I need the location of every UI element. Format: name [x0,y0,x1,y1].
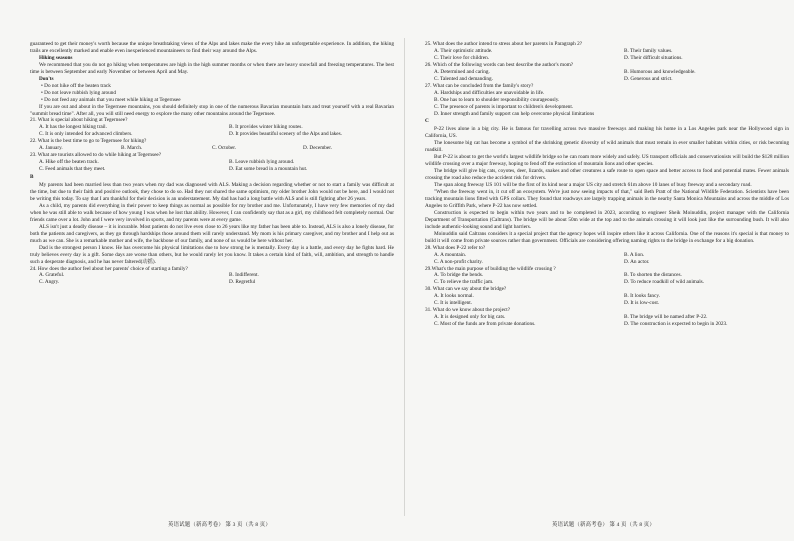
question-31-stem: 31. What do we know about the project? [425,307,511,314]
passage-c-paragraph: Moinuddin said Caltrans considers it a special project that the agency hopes will inspire others like it across California. One of the reasons it's special is that money to build it will come from private sources rather than government. Officials are considering offering naming rights to the bridge in exchange for a big donation. [425,230,789,244]
passage-b-paragraph: As a child, my parents did everything in their power to keep things as normal as possible for my brother and me. Unfortunately, I have very few memories of my dad when he was still able to walk because of how young I was when he lost that ability. However, I can confidently say that as a girl, my childhood felt completely normal. Our friends came over a lot. John and I were very involved in sports, and my parents were at every game. [30,202,394,223]
option-a: A. Their optimistic attitude. [434,47,493,54]
question-25-options-row1 [425,48,789,55]
passage-b-paragraph: Dad is the strongest person I know. He has overcome his physical limitations due to how strong he is mentally. Every day is a battle, and every day he fights hard. He truly believes every day is a gift. Some days are worse than others, but he would rarely let you know. It takes a certain kind of faith, will, ambition, and strength to handle such a desperate diagnosis, and he has never faltered(动摇). [30,244,394,265]
question-23-stem: 23. What are tourists allowed to do while hiking at Tegernsee? [30,152,162,159]
option-a: A. Hardships and difficulties are unavoidable in life. [434,89,545,96]
question-23-options-row1 [30,159,394,166]
option-c: C. Feed animals that they meet. [39,166,106,173]
option-c: C. The presence of parents is important to children's development. [434,103,574,110]
option-a: A. Hike off the beaten track. [39,159,99,166]
option-b: B. Indifferent. [229,272,259,279]
question-28-stem: 28. What does P-22 refer to? [425,244,486,251]
question-30-options-row1 [425,293,789,300]
option-d: D. Eat some bread in a mountain hut. [229,166,308,173]
question-29-stem: 29.What's the main purpose of building the wildlife crossing ? [425,265,556,272]
dont-item: • Do not leave rubbish lying around [41,89,117,96]
question-23-options-row2 [30,166,394,173]
option-a: A. January. [39,145,63,152]
option-b: B. The bridge will be named after P-22. [624,314,708,321]
option-d: D. Their difficult situations. [624,54,683,61]
passage-c-paragraph: The bridge will give big cats, coyotes, deer, lizards, snakes and other creatures a safe route to open space and better access to food and potential mates. Fewer animals crossing the road also reduce the accident risk for drivers. [425,168,789,182]
hiking-seasons-heading: Hiking seasons [39,54,73,61]
question-26-options-row1 [425,69,789,76]
page-footer-right: 英语试题（新高考卷） 第 4 页（共 8 页） [552,522,655,528]
question-31-options-row2 [425,321,789,328]
option-a: A. It has the longest hiking trail. [39,124,107,131]
passage-c-paragraph: P-22 lives alone in a big city. He is famous for travelling across two massive freeways and making his home in a Los Angeles park near the Hollywood sign in California, US. [425,126,789,140]
question-26-options-row2 [425,76,789,83]
passage-b-paragraph: ALS isn't just a deadly disease – it is incurable. Most patients do not live even close to 26 years like my father has been able to. Instead, ALS is also a lonely disease, for both the patients and caregivers, as they go through hardships those around them will rarely understand. My mom is his primary caregiver, and my brother and I help out as much as we can. She is a remarkable mother and wife, the backbone of our family, and none of us would be here without her. [30,223,394,244]
option-b: B. A lion. [624,251,645,258]
option-d: D. An actor. [624,258,650,265]
question-24-options-row1 [30,272,394,279]
question-29-options-row2 [425,279,789,286]
question-30-options-row2 [425,300,789,307]
option-d: D. Inner strength and family support can help overcome physical limitations [434,110,595,117]
option-b: B. Their family values. [624,47,673,54]
option-b: B. To shorten the distances. [624,272,682,279]
option-a: A. A mountain. [434,251,467,258]
intro-paragraph: guaranteed to get their money's worth because the unique breathtaking views of the Alps and lakes make the every hike an unforgettable experience. In addition, the hiking trails are excellently marked and enable even inexperienced mountaineers to find their way around the Alps. [30,41,394,54]
option-d: D. To reduce roadkill of wild animals. [624,279,705,286]
passage-c-paragraph: Construction is expected to begin within two years and to be completed in 2023, according to engineer Sheik Moinuddin, project manager with the California Department of Transportation (Caltrans). The bridge will be about 50m wide at the top and to the animals crossing it will look just like the surrounding bush. It will also include authentic-looking sound and light barriers. [425,209,789,230]
option-b: B. One has to learn to shoulder responsibility courageously. [434,96,560,103]
right-column [425,41,789,511]
dont-item: • Do not feed any animals that you meet while hiking at Tegernsee [41,96,181,103]
option-c: C. Angry. [39,279,60,286]
option-c: C. To relieve the traffic jam. [434,279,494,286]
question-27-stem: 27. What can be concluded from the family's story? [425,82,534,89]
option-d: D. It provides beautiful scenery of the Alps and lakes. [229,131,342,138]
option-a: A. To bridge the bends. [434,272,484,279]
question-21-stem: 21. What is special about hiking at Tegernsee? [30,117,128,124]
question-24-stem: 24. How does the author feel about her parents' choice of starting a family? [30,265,188,272]
question-22-options [30,145,394,152]
section-c-heading: C [425,118,429,125]
hiking-seasons-text: We recommend that you do not go hiking when temperatures are high in the high summer months or when there are heavy snowfall and freezing temperatures. The best time is between September and early November or between April and May. [30,61,394,75]
question-22-stem: 22. What is the best time to go to Tegernsee for hiking? [30,138,147,145]
passage-b-paragraph: My parents had been married less than two years when my dad was diagnosed with ALS. Making a decision regarding whether or not to start a family was difficult at the time, but due to their faith and positive outlook, they chose to do so. Had they not shared the same optimism, my older brother John would not be here, and I would not be writing this today. To say that I am thankful for their decision is an understatement. My dad has had a long battle with ALS and is still fighting after 26 years. [30,182,394,202]
dont-item: • Do not hike off the beaten track [41,82,111,89]
option-c: C. It is intelligent. [434,300,473,307]
passage-c-paragraph: The span along freeway US 101 will be the first of its kind near a major US city and stretch 61m above 10 lanes of busy freeway and a secondary road. [434,182,752,189]
option-b: B. March. [121,145,143,152]
question-28-options-row2 [425,259,789,266]
option-c: C. It is only intended for advanced climbers. [39,131,133,138]
section-b-heading: B [30,174,34,181]
left-column [30,41,394,511]
option-d: D. It is low-cost. [624,300,660,307]
option-c: C. Talented and demanding. [434,75,493,82]
option-c: C. Their love for children. [434,54,490,61]
question-28-options-row1 [425,252,789,259]
column-divider [404,38,405,516]
option-c: C. A non-profit charity. [434,258,483,265]
question-25-options-row2 [425,55,789,62]
closing-paragraph: If you are out and about in the Tegernsee mountains, you should definitely stop in one of the numerous Bavarian mountain huts and treat yourself with a real Bavarian "summit bread time". After all, you will still need energy to explore the many other mountains around the Tegernsee. [30,103,394,117]
option-c: C. Most of the funds are from private donations. [434,321,536,328]
option-a: A. Grateful. [39,272,65,279]
option-b: B. It provides winter hiking routes. [229,124,303,131]
option-c: C. October. [212,145,237,152]
option-b: B. Leave rubbish lying around. [229,159,295,166]
option-a: A. Determined and caring. [434,68,490,75]
passage-c-paragraph: But P-22 is about to get the world's largest wildlife bridge so he can roam more widely and safely. US transport officials and conservationists will build the $128 million wildlife crossing over a major freeway, hoping to fend off the extinction of mountain lions and other species. [425,154,789,168]
question-30-stem: 30. What can we say about the bridge? [425,286,507,293]
option-b: B. It looks fancy. [624,293,660,300]
question-24-options-row2 [30,279,394,286]
passage-c-paragraph: "When the freeway went in, it cut off an ecosystem. We're just now seeing impacts of that," said Beth Pratt of the National Wildlife Federation. Scientists have been tracking mountain lions fitted with GPS collars. They found that roadways are largely trapping animals in the nearby Santa Monica Mountains and across the middle of Los Angeles to Griffith Park, where P-22 has now settled. [425,189,789,209]
passage-c-paragraph: The lonesome big cat has become a symbol of the shrinking genetic diversity of wild animals that must remain in ever smaller habitats within cities, or risk becoming roadkill. [425,140,789,154]
option-d: D. December. [303,145,333,152]
question-25-stem: 25. What does the author intend to stress about her parents in Paragraph 2? [425,41,583,47]
option-a: A. It is designed only for big cats. [434,314,506,321]
option-d: D. Regretful [229,279,256,286]
option-d: D. The construction is expected to begin in 2023. [624,321,728,328]
page-footer-left: 英语试题（新高考卷） 第 3 页（共 8 页） [168,522,271,528]
option-d: D. Generous and strict. [624,75,673,82]
donts-heading: Don'ts [39,75,54,82]
option-b: B. Humorous and knowledgeable. [624,68,696,75]
option-a: A. It looks normal. [434,293,474,300]
question-26-stem: 26. Which of the following words can best describe the author's mom? [425,61,574,68]
